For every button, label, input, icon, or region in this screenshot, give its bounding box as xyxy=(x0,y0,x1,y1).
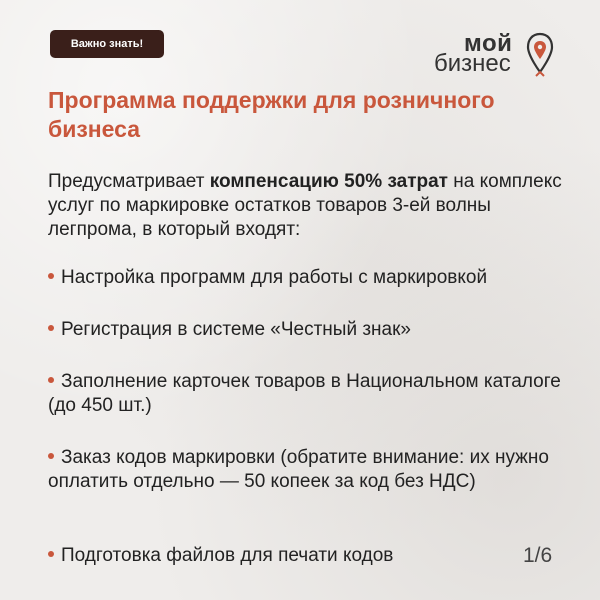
intro-paragraph xyxy=(48,170,568,242)
bullet-dot-icon xyxy=(48,453,54,459)
bullet-dot-icon xyxy=(48,377,54,383)
list-item xyxy=(48,266,568,290)
location-pin-icon xyxy=(526,32,554,80)
bullet-dot-icon xyxy=(48,325,54,331)
bullet-dot-icon xyxy=(48,551,54,557)
list-item xyxy=(48,544,568,568)
list-item-text: Настройка программ для работы с маркировкой xyxy=(61,267,488,288)
list-item xyxy=(48,370,568,418)
intro-prefix: Предусматривает xyxy=(48,171,210,192)
list-item xyxy=(48,446,568,494)
list-item-text: Регистрация в системе «Честный знак» xyxy=(61,319,411,340)
list-item-text: Подготовка файлов для печати кодов xyxy=(61,545,394,566)
intro-bold: компенсацию 50% затрат xyxy=(209,171,448,192)
bullet-dot-icon xyxy=(48,273,54,279)
list-item-text: Заказ кодов маркировки (обратите внимание: их нужно оплатить отдельно — 50 копеек за код без НДС) xyxy=(48,447,549,492)
page-title: Программа поддержки для розничного бизнеса xyxy=(48,87,495,142)
logo-text-line1: мой xyxy=(464,30,513,57)
intro-suffix: на комплекс услуг по маркировке остатков товаров 3-ей волны легпрома, в который входят: xyxy=(48,171,562,240)
list-item xyxy=(48,318,568,342)
important-badge: Важно знать! xyxy=(50,30,164,58)
logo-text-line2: бизнес xyxy=(434,50,511,77)
page-indicator: 1/6 xyxy=(523,544,553,567)
list-item-text: Заполнение карточек товаров в Национальном каталоге (до 450 шт.) xyxy=(48,371,561,416)
moy-biznes-logo xyxy=(434,32,554,84)
